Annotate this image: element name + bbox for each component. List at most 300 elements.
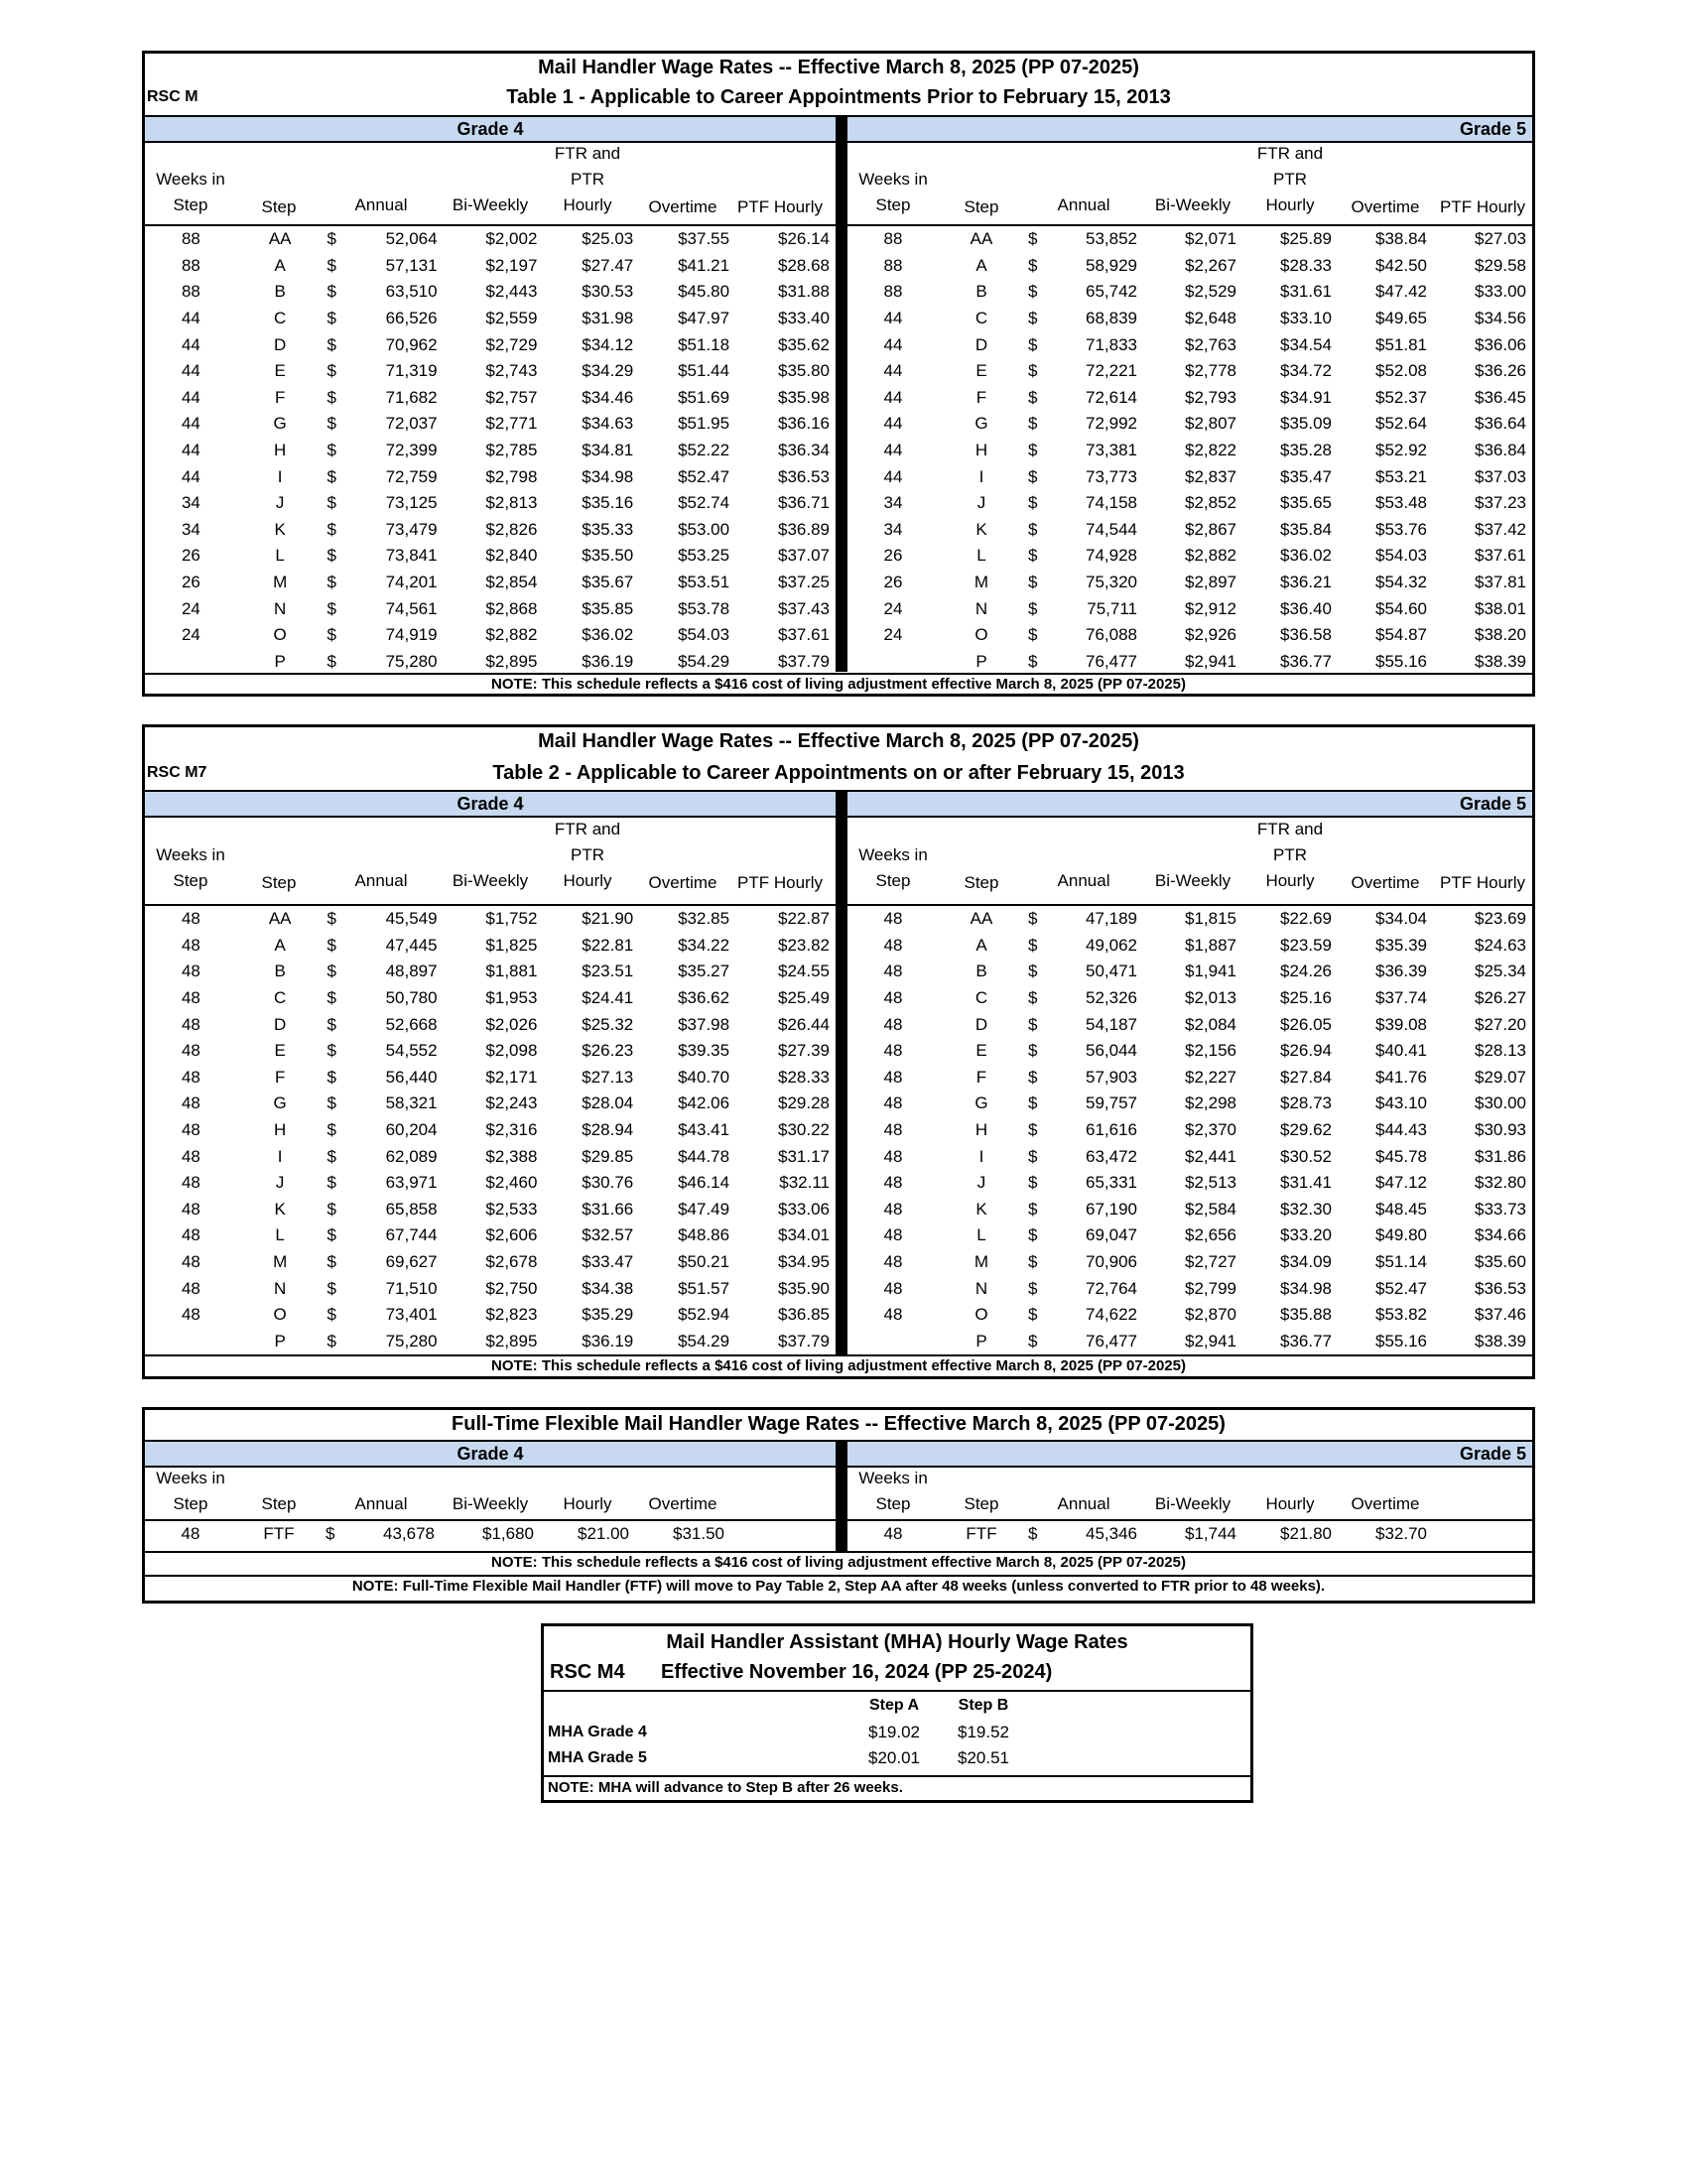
weeks-in-header: Weeks in — [858, 845, 928, 864]
table1-center-divider — [836, 115, 847, 672]
weeks-in-step-cell: 48 — [883, 1199, 903, 1219]
ptr-header: PTR — [571, 845, 604, 864]
step-cell: I — [277, 466, 283, 486]
annual-cell: 74,544 — [1086, 519, 1137, 539]
dollar-sign-cell: $ — [326, 962, 336, 981]
hourly-cell: $28.04 — [582, 1093, 634, 1113]
weeks-in-step-cell: 48 — [883, 1014, 903, 1034]
hourly-cell: $34.29 — [582, 361, 634, 381]
overtime-header: Overtime — [648, 197, 717, 216]
overtime-cell: $44.78 — [678, 1146, 730, 1166]
hourly-cell: $34.54 — [1280, 334, 1332, 354]
ptf-hourly-cell: $37.43 — [778, 598, 830, 618]
hourly-cell: $30.52 — [1280, 1146, 1332, 1166]
annual-cell: 73,401 — [385, 1305, 438, 1325]
step-cell: J — [275, 1173, 285, 1193]
dollar-sign-cell: $ — [1028, 466, 1038, 486]
dollar-sign-cell: $ — [326, 334, 336, 354]
table-row — [145, 517, 836, 544]
step-cell: B — [274, 962, 286, 981]
table-row — [847, 985, 1532, 1012]
dollar-sign-cell: $ — [1028, 229, 1038, 249]
ftf-weeks-in-header: Weeks in — [858, 1469, 928, 1487]
hourly-cell: $35.16 — [582, 493, 634, 513]
step-cell: G — [974, 414, 988, 434]
annual-cell: 58,929 — [1086, 255, 1137, 275]
step-cell: L — [976, 1225, 986, 1245]
weeks-in-step-cell: 48 — [883, 1225, 903, 1245]
step-cell: D — [974, 334, 988, 354]
dollar-sign-cell: $ — [1028, 1041, 1038, 1061]
overtime-cell: $42.06 — [678, 1093, 730, 1113]
overtime-cell: $35.39 — [1375, 935, 1427, 955]
ptf-hourly-header: PTF Hourly — [1440, 873, 1525, 892]
table-row — [847, 1011, 1532, 1038]
dollar-sign-cell: $ — [326, 1252, 336, 1272]
table1-grade4-header: Grade 4 — [145, 117, 836, 141]
dollar-sign-cell: $ — [326, 1067, 336, 1087]
ptf-hourly-cell: $34.95 — [778, 1252, 830, 1272]
weeks-in-step-cell: 48 — [883, 1524, 903, 1544]
biweekly-cell: $2,656 — [1185, 1225, 1236, 1245]
ptf-hourly-cell: $37.23 — [1475, 493, 1526, 513]
weeks-in-step-cell: 48 — [883, 1067, 903, 1087]
ptf-hourly-cell: $30.22 — [778, 1120, 830, 1140]
ptf-hourly-cell: $35.80 — [778, 361, 830, 381]
step-cell: J — [275, 493, 285, 513]
annual-cell: 56,044 — [1086, 1041, 1137, 1061]
biweekly-cell: $2,197 — [485, 255, 538, 275]
table-row — [847, 906, 1532, 933]
ptf-hourly-cell: $37.42 — [1475, 519, 1526, 539]
overtime-cell: $40.41 — [1375, 1041, 1427, 1061]
dollar-sign-cell: $ — [1028, 282, 1038, 302]
hourly-cell: $27.84 — [1280, 1067, 1332, 1087]
step-cell: O — [273, 625, 287, 645]
annual-cell: 56,440 — [385, 1067, 438, 1087]
weeks-in-step-cell — [145, 1329, 237, 1355]
overtime-header: Overtime — [1351, 197, 1420, 216]
overtime-cell: $34.04 — [1375, 909, 1427, 929]
ptf-hourly-cell: $36.85 — [778, 1305, 830, 1325]
table2-rsc: RSC M7 — [147, 764, 207, 781]
dollar-sign-cell: $ — [1028, 255, 1038, 275]
biweekly-cell: $2,298 — [1185, 1093, 1236, 1113]
overtime-cell: $47.12 — [1375, 1173, 1427, 1193]
annual-cell: 65,742 — [1086, 282, 1137, 302]
table-row — [145, 985, 836, 1012]
overtime-cell: $53.00 — [678, 519, 730, 539]
weeks-in-step-cell: 48 — [883, 1146, 903, 1166]
dollar-sign-cell: $ — [326, 1199, 336, 1219]
weeks-in-step-cell: 48 — [883, 1173, 903, 1193]
annual-cell: 69,627 — [385, 1252, 438, 1272]
column-header-group — [145, 141, 830, 222]
biweekly-cell: $2,870 — [1185, 1305, 1236, 1325]
weeks-step-header: Step — [173, 871, 208, 890]
weeks-in-step-cell: 48 — [181, 1173, 200, 1193]
dollar-sign-cell: $ — [326, 1225, 336, 1245]
step-cell: C — [974, 988, 988, 1008]
overtime-cell: $43.41 — [678, 1120, 730, 1140]
dollar-sign-cell: $ — [326, 651, 336, 671]
dollar-sign-cell: $ — [1028, 546, 1038, 566]
annual-cell: 54,187 — [1086, 1014, 1137, 1034]
table2-note: NOTE: This schedule reflects a $416 cost of living adjustment effective March 8, 2025 (PP 07-2025) — [491, 1357, 1186, 1374]
weeks-step-header: Step — [875, 871, 911, 890]
hourly-cell: $32.30 — [1280, 1199, 1332, 1219]
step-cell: C — [274, 309, 287, 328]
table-row — [145, 1249, 836, 1276]
dollar-sign-cell: $ — [1028, 1252, 1038, 1272]
annual-cell: 74,622 — [1086, 1305, 1137, 1325]
step-cell: I — [978, 1146, 984, 1166]
table-row — [145, 306, 836, 332]
dollar-sign-cell: $ — [1028, 988, 1038, 1008]
ftf-grade4-header: Grade 4 — [145, 1442, 836, 1466]
overtime-cell: $41.21 — [678, 255, 730, 275]
weeks-in-step-cell: 48 — [883, 1278, 903, 1298]
annual-header: Annual — [1057, 871, 1110, 890]
overtime-cell: $51.95 — [678, 414, 730, 434]
ptf-hourly-cell: $27.39 — [778, 1041, 830, 1061]
step-cell: G — [974, 1093, 988, 1113]
dollar-sign-cell: $ — [326, 573, 336, 592]
annual-cell: 72,992 — [1086, 414, 1137, 434]
ptf-hourly-cell: $29.07 — [1475, 1067, 1526, 1087]
step-header: Step — [964, 873, 999, 892]
ptf-hourly-cell: $37.25 — [778, 573, 830, 592]
table-row — [847, 1329, 1532, 1355]
ftf-biweekly-header: Bi-Weekly — [1154, 1494, 1232, 1513]
biweekly-cell: $2,013 — [1185, 988, 1236, 1008]
overtime-cell: $49.80 — [1375, 1225, 1427, 1245]
table-row — [847, 1275, 1532, 1302]
annual-cell: 75,280 — [385, 1331, 438, 1350]
table-row — [847, 358, 1532, 385]
overtime-cell: $37.74 — [1375, 988, 1427, 1008]
biweekly-cell: $1,744 — [1185, 1524, 1236, 1544]
step-cell: F — [975, 387, 987, 407]
table-row — [145, 279, 836, 306]
step-cell: I — [277, 1146, 283, 1166]
weeks-in-step-cell — [145, 649, 237, 676]
hourly-cell: $26.05 — [1280, 1014, 1332, 1034]
ptf-hourly-cell: $34.56 — [1475, 309, 1526, 328]
table-row — [847, 226, 1532, 253]
table-row — [145, 331, 836, 358]
ftf-grade4-table — [145, 1521, 730, 1548]
step-cell: F — [975, 1067, 987, 1087]
biweekly-cell: $2,227 — [1185, 1067, 1236, 1087]
ptf-hourly-cell: $24.63 — [1475, 935, 1526, 955]
overtime-cell: $55.16 — [1375, 651, 1427, 671]
weeks-in-step-cell: 48 — [883, 1041, 903, 1061]
dollar-sign-cell: $ — [326, 387, 336, 407]
step-cell: M — [273, 573, 288, 592]
table-row — [145, 1275, 836, 1302]
annual-cell: 45,346 — [1086, 1524, 1137, 1544]
dollar-sign-cell: $ — [326, 1146, 336, 1166]
hourly-cell: $25.32 — [582, 1014, 634, 1034]
ptf-hourly-cell: $27.20 — [1475, 1014, 1526, 1034]
overtime-cell: $32.70 — [1375, 1524, 1427, 1544]
overtime-cell: $52.92 — [1375, 441, 1427, 460]
annual-cell: 47,445 — [385, 935, 438, 955]
dollar-sign-cell: $ — [1028, 493, 1038, 513]
overtime-cell: $37.98 — [678, 1014, 730, 1034]
ptf-hourly-cell: $24.55 — [778, 962, 830, 981]
overtime-cell: $50.21 — [678, 1252, 730, 1272]
dollar-sign-cell: $ — [326, 1093, 336, 1113]
overtime-cell: $52.74 — [678, 493, 730, 513]
mha-rsc: RSC M4 — [550, 1661, 625, 1683]
ptf-hourly-cell: $23.82 — [778, 935, 830, 955]
step-cell: G — [273, 1093, 287, 1113]
table2-block — [142, 724, 1535, 1379]
hourly-cell: $34.46 — [582, 387, 634, 407]
hourly-cell: $35.50 — [582, 546, 634, 566]
biweekly-cell: $1,680 — [482, 1524, 534, 1544]
biweekly-cell: $2,316 — [485, 1120, 538, 1140]
annual-cell: 60,204 — [385, 1120, 438, 1140]
table-row — [145, 438, 836, 464]
table1-subtitle: Table 1 - Applicable to Career Appointments Prior to February 15, 2013 — [506, 86, 1171, 108]
annual-cell: 72,614 — [1086, 387, 1137, 407]
dollar-sign-cell: $ — [326, 229, 336, 249]
dollar-sign-cell: $ — [326, 1278, 336, 1298]
hourly-cell: $23.51 — [582, 962, 634, 981]
overtime-cell: $52.47 — [1375, 1278, 1427, 1298]
hourly-cell: $31.41 — [1280, 1173, 1332, 1193]
overtime-cell: $53.76 — [1375, 519, 1427, 539]
weeks-in-step-cell: 48 — [883, 962, 903, 981]
hourly-cell: $21.90 — [582, 909, 634, 929]
weeks-in-step-cell: 24 — [181, 625, 200, 645]
biweekly-header: Bi-Weekly — [452, 195, 529, 214]
ptf-hourly-cell: $36.84 — [1475, 441, 1526, 460]
ftf-grade5-header: Grade 5 — [847, 1442, 1532, 1466]
table-row — [145, 253, 836, 280]
table-row — [145, 906, 836, 933]
biweekly-cell: $1,825 — [485, 935, 538, 955]
hourly-cell: $34.63 — [582, 414, 634, 434]
hourly-cell: $35.28 — [1280, 441, 1332, 460]
dollar-sign-cell: $ — [326, 493, 336, 513]
overtime-cell: $47.49 — [678, 1199, 730, 1219]
weeks-in-step-cell: 48 — [181, 1524, 200, 1544]
dollar-sign-cell: $ — [1028, 1173, 1038, 1193]
step-cell: A — [975, 935, 987, 955]
step-cell: C — [974, 309, 988, 328]
table1-rsc: RSC M — [147, 88, 198, 105]
annual-cell: 67,744 — [385, 1225, 438, 1245]
table-row — [145, 490, 836, 517]
ftf-weeks-step-header: Step — [173, 1494, 208, 1513]
step-cell: FTF — [966, 1524, 997, 1544]
weeks-in-step-cell: 48 — [181, 1252, 200, 1272]
biweekly-cell: $2,926 — [1185, 625, 1236, 645]
overtime-cell: $44.43 — [1375, 1120, 1427, 1140]
biweekly-cell: $2,267 — [1185, 255, 1236, 275]
annual-cell: 43,678 — [383, 1524, 435, 1544]
weeks-in-step-cell: 26 — [883, 573, 903, 592]
annual-cell: 73,125 — [385, 493, 438, 513]
hourly-cell: $25.16 — [1280, 988, 1332, 1008]
mha-step-b-header: Step B — [958, 1697, 1009, 1714]
hourly-header: Hourly — [1265, 195, 1315, 214]
step-cell: O — [974, 1305, 988, 1325]
ptf-hourly-cell: $35.60 — [1475, 1252, 1526, 1272]
overtime-cell: $53.21 — [1375, 466, 1427, 486]
step-cell: K — [975, 1199, 987, 1219]
hourly-cell: $23.59 — [1280, 935, 1332, 955]
weeks-in-step-cell: 48 — [883, 935, 903, 955]
ptf-hourly-cell: $36.45 — [1475, 387, 1526, 407]
annual-cell: 71,833 — [1086, 334, 1137, 354]
biweekly-cell: $2,084 — [1185, 1014, 1236, 1034]
annual-cell: 71,319 — [385, 361, 438, 381]
dollar-sign-cell: $ — [326, 935, 336, 955]
ftf-center-divider — [836, 1440, 847, 1551]
biweekly-cell: $2,533 — [485, 1199, 538, 1219]
biweekly-cell: $2,513 — [1185, 1173, 1236, 1193]
weeks-step-header: Step — [173, 195, 208, 214]
dollar-sign-cell: $ — [326, 546, 336, 566]
weeks-in-step-cell: 34 — [883, 493, 903, 513]
dollar-sign-cell: $ — [326, 309, 336, 328]
ptf-hourly-cell: $36.64 — [1475, 414, 1526, 434]
biweekly-cell: $2,648 — [1185, 309, 1236, 328]
hourly-cell: $36.77 — [1280, 651, 1332, 671]
ptf-hourly-cell: $36.34 — [778, 441, 830, 460]
table-row — [847, 1302, 1532, 1329]
ptf-hourly-cell: $34.01 — [778, 1225, 830, 1245]
biweekly-cell: $2,867 — [1185, 519, 1236, 539]
dollar-sign-cell: $ — [1028, 935, 1038, 955]
mha-row — [544, 1745, 1250, 1771]
dollar-sign-cell: $ — [1028, 361, 1038, 381]
table-row — [145, 1222, 836, 1249]
table-row — [847, 517, 1532, 544]
annual-cell: 73,841 — [385, 546, 438, 566]
weeks-in-step-cell: 48 — [883, 1305, 903, 1325]
ftf-weeks-in-header: Weeks in — [156, 1469, 225, 1487]
annual-cell: 72,764 — [1086, 1278, 1137, 1298]
biweekly-cell: $2,002 — [485, 229, 538, 249]
dollar-sign-cell: $ — [326, 1173, 336, 1193]
dollar-sign-cell: $ — [1028, 1199, 1038, 1219]
dollar-sign-cell: $ — [326, 1305, 336, 1325]
annual-header: Annual — [354, 195, 408, 214]
hourly-cell: $34.91 — [1280, 387, 1332, 407]
ptf-hourly-cell: $35.62 — [778, 334, 830, 354]
step-cell: B — [975, 282, 987, 302]
hourly-cell: $36.02 — [1280, 546, 1332, 566]
ftf-hourly-header: Hourly — [563, 1494, 612, 1513]
weeks-in-step-cell: 44 — [883, 441, 903, 460]
hourly-cell: $34.81 — [582, 441, 634, 460]
weeks-in-step-cell: 44 — [883, 334, 903, 354]
ftf-step-header: Step — [261, 1494, 297, 1513]
table-row — [847, 438, 1532, 464]
hourly-cell: $35.88 — [1280, 1305, 1332, 1325]
biweekly-cell: $1,953 — [485, 988, 538, 1008]
weeks-in-step-cell: 26 — [181, 573, 200, 592]
mha-row-step-b: $20.51 — [958, 1748, 1009, 1767]
hourly-cell: $27.13 — [582, 1067, 634, 1087]
biweekly-cell: $2,388 — [485, 1146, 538, 1166]
step-cell: H — [974, 441, 988, 460]
weeks-in-step-cell: 48 — [181, 1305, 200, 1325]
weeks-in-step-cell: 24 — [883, 625, 903, 645]
annual-cell: 57,903 — [1086, 1067, 1137, 1087]
ftr-and-header: FTR and — [1256, 144, 1324, 163]
hourly-cell: $34.09 — [1280, 1252, 1332, 1272]
weeks-in-step-cell: 26 — [181, 546, 200, 566]
weeks-in-step-cell: 48 — [883, 988, 903, 1008]
hourly-cell: $30.76 — [582, 1173, 634, 1193]
overtime-cell: $51.44 — [678, 361, 730, 381]
ptf-hourly-cell: $26.44 — [778, 1014, 830, 1034]
biweekly-cell: $2,854 — [485, 573, 538, 592]
biweekly-cell: $2,606 — [485, 1225, 538, 1245]
hourly-cell: $34.98 — [1280, 1278, 1332, 1298]
weeks-in-header: Weeks in — [858, 170, 928, 189]
hourly-cell: $36.58 — [1280, 625, 1332, 645]
step-cell: G — [273, 414, 287, 434]
step-cell: M — [973, 1252, 989, 1272]
step-cell: C — [274, 988, 287, 1008]
hourly-cell: $35.09 — [1280, 414, 1332, 434]
annual-cell: 73,773 — [1086, 466, 1137, 486]
dollar-sign-cell: $ — [326, 909, 336, 929]
biweekly-cell: $1,881 — [485, 962, 538, 981]
hourly-cell: $24.41 — [582, 988, 634, 1008]
biweekly-cell: $2,026 — [485, 1014, 538, 1034]
step-cell: H — [274, 441, 287, 460]
annual-cell: 75,280 — [385, 651, 438, 671]
step-cell: D — [274, 334, 287, 354]
biweekly-cell: $1,941 — [1185, 962, 1236, 981]
step-cell: B — [274, 282, 286, 302]
hourly-cell: $25.89 — [1280, 229, 1332, 249]
biweekly-cell: $2,757 — [485, 387, 538, 407]
weeks-in-step-cell: 44 — [181, 334, 200, 354]
ptf-hourly-cell: $25.49 — [778, 988, 830, 1008]
dollar-sign-cell: $ — [326, 519, 336, 539]
ptf-hourly-cell: $28.33 — [778, 1067, 830, 1087]
annual-cell: 65,858 — [385, 1199, 438, 1219]
overtime-cell: $36.39 — [1375, 962, 1427, 981]
overtime-cell: $36.62 — [678, 988, 730, 1008]
overtime-cell: $40.70 — [678, 1067, 730, 1087]
step-cell: H — [974, 1120, 988, 1140]
ptf-hourly-cell: $25.34 — [1475, 962, 1526, 981]
dollar-sign-cell: $ — [326, 625, 336, 645]
overtime-cell: $49.65 — [1375, 309, 1427, 328]
table-row — [847, 411, 1532, 438]
table-row — [145, 1521, 730, 1548]
weeks-in-step-cell: 44 — [883, 466, 903, 486]
annual-cell: 69,047 — [1086, 1225, 1137, 1245]
ptf-hourly-cell: $38.20 — [1475, 625, 1526, 645]
biweekly-cell: $1,815 — [1185, 909, 1236, 929]
annual-cell: 50,471 — [1086, 962, 1137, 981]
table-row — [145, 649, 836, 676]
overtime-cell: $48.86 — [678, 1225, 730, 1245]
ptf-hourly-cell: $30.93 — [1475, 1120, 1526, 1140]
